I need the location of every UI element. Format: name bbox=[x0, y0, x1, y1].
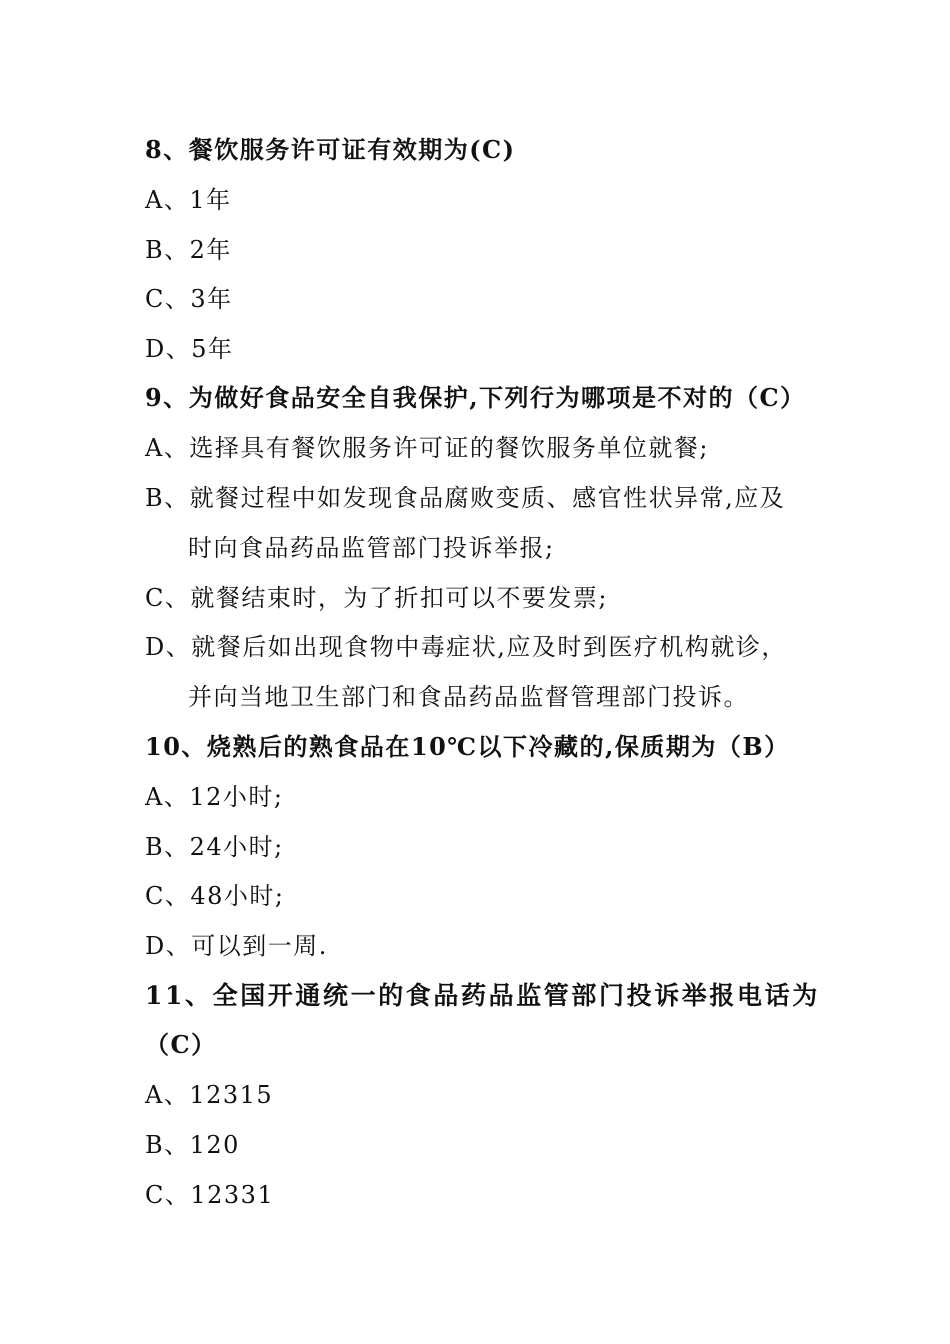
question-10-option-a: A、12小时; bbox=[145, 783, 284, 811]
question-9-option-d: D、就餐后如出现食物中毒症状,应及时到医疗机构就诊， bbox=[145, 633, 787, 661]
question-9-option-c: C、就餐结束时，为了折扣可以不要发票; bbox=[145, 584, 608, 612]
question-10-option-d: D、可以到一周. bbox=[145, 932, 328, 960]
question-9-option-b-continued: 时向食品药品监管部门投诉举报; bbox=[188, 534, 555, 562]
question-8-option-c: C、3年 bbox=[145, 285, 233, 313]
question-10-option-b: B、24小时; bbox=[145, 833, 284, 861]
question-8-option-d: D、5年 bbox=[145, 335, 234, 363]
question-9-option-d-continued: 并向当地卫生部门和食品药品监督管理部门投诉。 bbox=[188, 683, 749, 711]
question-9-option-a: A、选择具有餐饮服务许可证的餐饮服务单位就餐; bbox=[145, 434, 709, 462]
question-8-title: 8、餐饮服务许可证有效期为(C) bbox=[145, 135, 516, 164]
question-9-option-b: B、就餐过程中如发现食品腐败变质、感官性状异常,应及 bbox=[145, 484, 786, 512]
question-11-title: 11、全国开通统一的食品药品监管部门投诉举报电话为 bbox=[145, 981, 820, 1010]
question-11-option-a: A、12315 bbox=[145, 1081, 274, 1109]
question-10-option-c: C、48小时; bbox=[145, 882, 285, 910]
question-10-title: 10、烧熟后的熟食品在10℃以下冷藏的,保质期为（B） bbox=[145, 732, 790, 761]
question-8-option-a: A、1年 bbox=[145, 186, 232, 214]
question-11-title-continued: （C） bbox=[145, 1030, 217, 1059]
question-9-title: 9、为做好食品安全自我保护,下列行为哪项是不对的（C） bbox=[145, 383, 806, 412]
question-11-option-c: C、12331 bbox=[145, 1181, 275, 1209]
question-8-option-b: B、2年 bbox=[145, 236, 232, 264]
question-11-option-b: B、120 bbox=[145, 1131, 240, 1159]
